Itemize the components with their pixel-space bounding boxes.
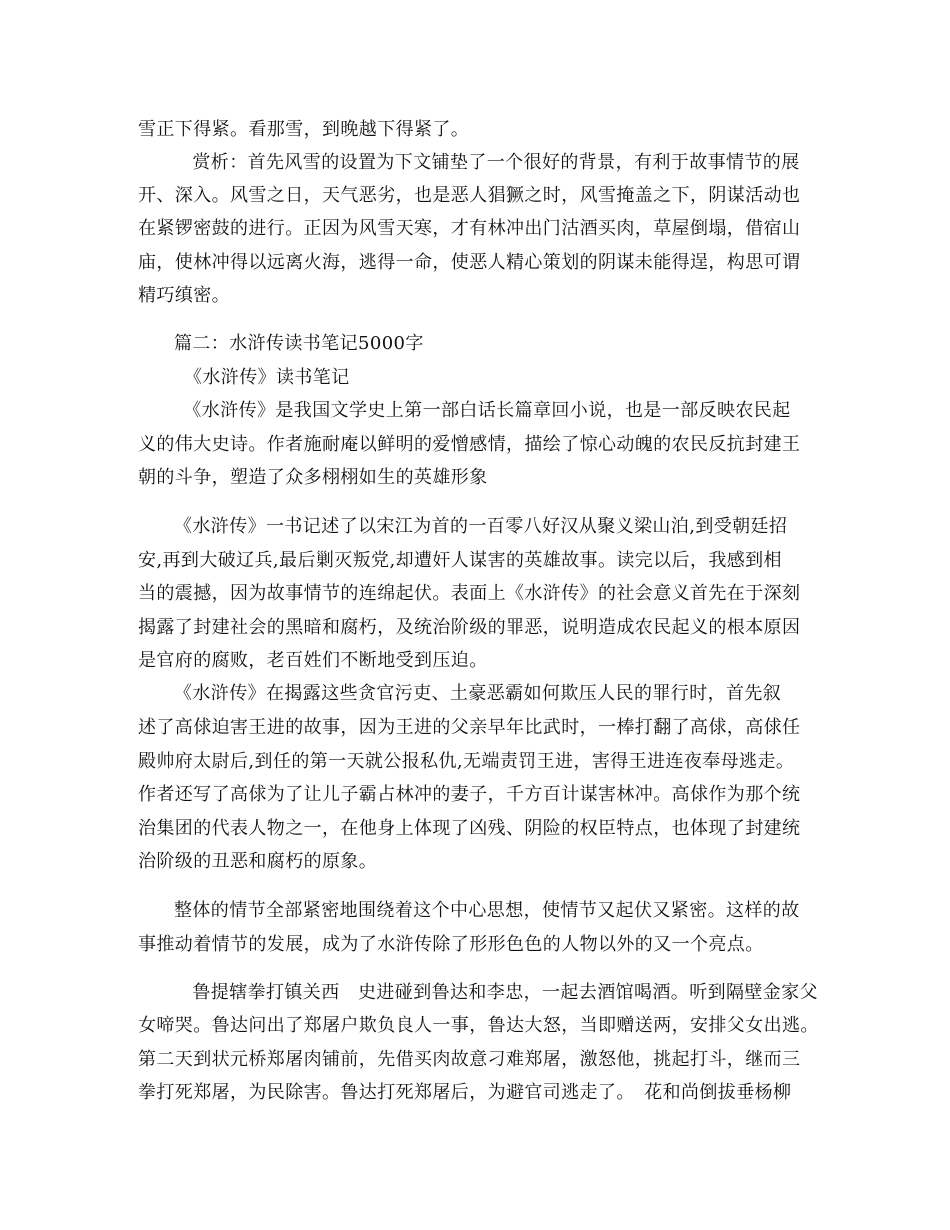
text-line: 《水浒传》在揭露这些贪官污吏、土豪恶霸如何欺压人民的罪行时，首先叙 [174, 683, 782, 704]
text-line: 是官府的腐败，老百姓们不断地受到压迫。 [138, 650, 488, 671]
text-line: 揭露了封建社会的黑暗和腐朽，及统治阶级的罪恶，说明造成农民起义的根本原因 [138, 617, 801, 638]
text-line: 义的伟大史诗。作者施耐庵以鲜明的爱憎感情，描绘了惊心动魄的农民反抗封建王 [138, 434, 801, 455]
text-line: 治阶级的丑恶和腐朽的原象。 [138, 851, 378, 872]
text-line: 拳打死郑屠，为民除害。鲁达打死郑屠后，为避官司逃走了。 花和尚倒拔垂杨柳 [138, 1082, 792, 1103]
text-line: 《水浒传》是我国文学史上第一部白话长篇章回小说，也是一部反映农民起 [174, 400, 791, 421]
text-line: 《水浒传》一书记述了以宋江为首的一百零八好汉从聚义梁山泊,到受朝廷招 [174, 516, 788, 537]
section-subheading: 《水浒传》读书笔记 [184, 367, 350, 388]
section-heading: 篇二：水浒传读书笔记5000字 [174, 333, 424, 354]
text-line: 当的震撼，因为故事情节的连绵起伏。表面上《水浒传》的社会意义首先在于深刻 [138, 583, 801, 604]
text-line: 治集团的代表人物之一，在他身上体现了凶残、阴险的权臣特点，也体现了封建统 [138, 818, 801, 839]
text-line: 在紧锣密鼓的进行。正因为风雪天寒，才有林冲出门沽酒买肉，草屋倒塌，借宿山 [138, 218, 801, 239]
text-line: 赏析：首先风雪的设置为下文铺垫了一个很好的背景，有利于故事情节的展 [174, 152, 800, 173]
text-line: 精巧缜密。 [138, 285, 230, 306]
text-line: 整体的情节全部紧密地围绕着这个中心思想，使情节又起伏又紧密。这样的故 [174, 900, 800, 921]
text-line: 安,再到大破辽兵,最后剿灭叛党,却遭奸人谋害的英雄故事。读完以后，我感到相 [138, 550, 782, 571]
text-line: 述了高俅迫害王进的故事，因为王进的父亲早年比武时，一棒打翻了高俅，高俅任 [138, 717, 801, 738]
text-line: 作者还写了高俅为了让儿子霸占林冲的妻子，千方百计谋害林冲。高俅作为那个统 [138, 784, 801, 805]
text-line: 雪正下得紧。看那雪，到晚越下得紧了。 [138, 119, 470, 140]
text-line: 朝的斗争，塑造了众多栩栩如生的英雄形象 [138, 467, 488, 488]
text-line: 殿帅府太尉后,到任的第一天就公报私仇,无端责罚王进，害得王进连夜奉母逃走。 [138, 751, 795, 772]
text-line: 女啼哭。鲁达问出了郑屠户欺负良人一事，鲁达大怒，当即赠送两，安排父女出逃。 [138, 1015, 819, 1036]
text-line: 鲁提辖拳打镇关西 史进碰到鲁达和李忠，一起去酒馆喝酒。听到隔壁金家父 [174, 982, 818, 1003]
text-line: 第二天到状元桥郑屠肉铺前，先借买肉故意刁难郑屠，激怒他，挑起打斗，继而三 [138, 1049, 801, 1070]
text-line: 事推动着情节的发展，成为了水浒传除了形形色色的人物以外的又一个亮点。 [138, 934, 764, 955]
text-line: 开、深入。风雪之日，天气恶劣，也是恶人猖獗之时，风雪掩盖之下，阴谋活动也 [138, 185, 801, 206]
text-line: 庙，使林冲得以远离火海，逃得一命，使恶人精心策划的阴谋未能得逞，构思可谓 [138, 252, 801, 273]
